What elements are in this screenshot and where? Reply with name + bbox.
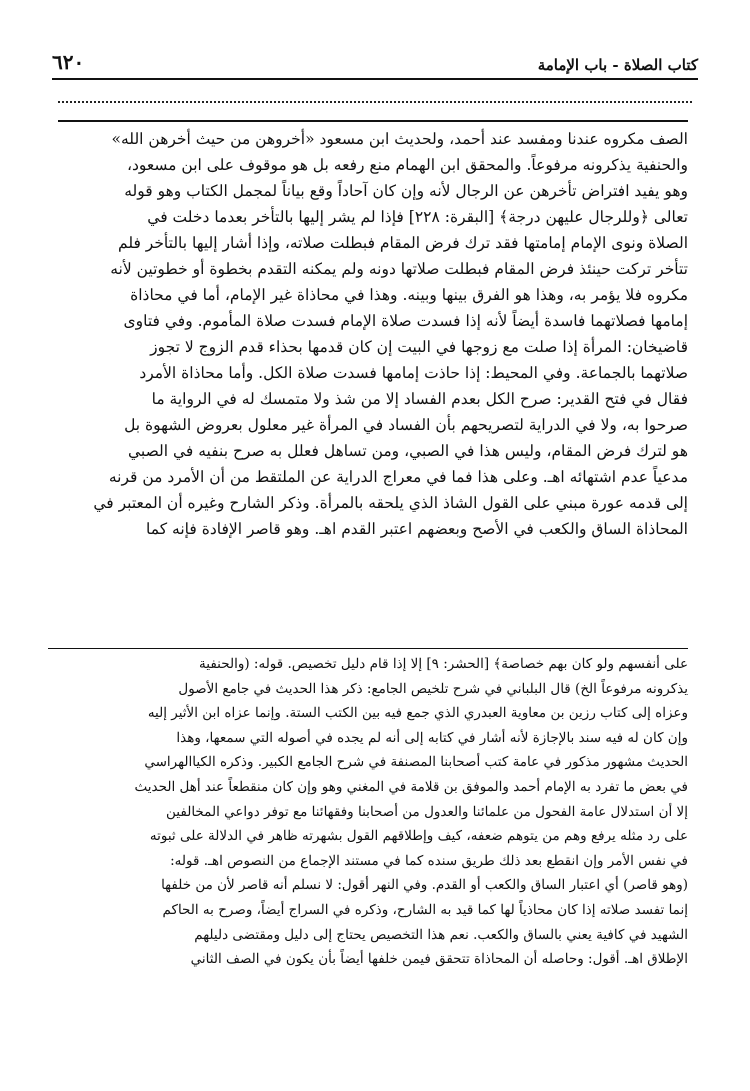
main-text-line: الصلاة ونوى الإمام إمامتها فقد ترك فرض المقام فبطلت صلاته، وإذا أشار إليها بالتأخر فلم <box>118 234 688 252</box>
footnote-line: إلا أن استدلال عامة الفحول من علمائنا والعدول من أصحابنا وفقهائنا مع توفر دواعي المخالفين <box>166 803 688 820</box>
main-text-line: هو لترك فرض المقام، وليس هذا في الصبي، ومن تساهل فعلل به صرح بنفيه في الصبي <box>127 442 688 460</box>
footnote-line: وإن كان له فيه سند بالإجازة لأنه أشار في كتابه إلى أنه لم يجده في أصوله التي سمعها، وهذا <box>176 729 688 746</box>
dotted-separator <box>58 101 692 103</box>
main-text-line: فقال في فتح القدير: صرح الكل بعدم الفساد إلا من شذ ولا متمسك له في الرواية ما <box>151 390 688 408</box>
chapter-title: كتاب الصلاة - باب الإمامة <box>537 56 698 74</box>
main-text-line: المحاذاة الساق والكعب في الأصح وبعضهم اعتبر القدم اهـ. وهو قاصر الإفادة فإنه كما <box>146 520 688 538</box>
footnote-line: إنما تفسد صلاته إذا كان محاذياً لها كما قيد به الشارح، وذكره في السراج أيضاً، وصرح به الحاكم <box>162 901 688 918</box>
running-head <box>52 44 698 80</box>
footnote-line: الحديث مشهور مذكور في عامة كتب أصحابنا المصنفة في شرح الجامع الكبير. وذكره الكياالهراسي <box>144 754 688 771</box>
main-text-line: والحنفية يذكرونه مرفوعاً. والمحقق ابن الهمام منع رفعه بل هو موقوف على ابن مسعود، <box>126 156 688 174</box>
footnote-line: وعزاه إلى كتاب رزين بن معاوية العبدري الذي جمع فيه بين الكتب الستة. وإنما عزاه ابن الأثير إليه <box>147 705 688 722</box>
page-number: ٦٢٠ <box>52 50 85 74</box>
footnote-line: على أنفسهم ولو كان بهم خصاصة﴾ [الحشر: ٩] إلا إذا قام دليل تخصيص. قوله: (والحنفية <box>199 656 688 672</box>
footnote-line: الإطلاق اهـ. أقول: وحاصله أن المحاذاة تتحقق فيمن خلفها أيضاً بأن يكون في الصف الثاني <box>190 951 688 968</box>
text-top-rule <box>58 120 688 122</box>
main-text-line: تتأخر تركت حينئذ فرض المقام فبطلت صلاتها دونه ولم يمكنه التقدم بخطوة أو خطوتين لأنه <box>110 260 688 278</box>
main-text-line: قاضيخان: المرأة إذا صلت مع زوجها في البيت إن كان قدمها بحذاء قدم الزوج لا تجوز <box>150 338 688 356</box>
footnote-line: يذكرونه مرفوعاً الخ) قال البلباني في شرح تلخيص الجامع: ذكر هذا الحديث في جامع الأصول <box>178 680 688 697</box>
main-text-line: تعالى ﴿وللرجال عليهن درجة﴾ [البقرة: ٢٢٨] فإذا لم يشر إليها بالتأخر بعدما دخلت في <box>147 208 688 226</box>
main-text-line: مدعياً عدم اشتهائه اهـ. وعلى هذا فما في معراج الدراية عن الملتقط من أن الأمرد من قرنه <box>108 468 688 486</box>
footnote-line: على رد مثله يرفع وهم من يتوهم ضعفه، كيف وإطلاقهم القول بشهرته ظاهر في الدلالة على ثبوته <box>149 828 688 845</box>
main-text-line: صلاتهما بالجماعة. وفي المحيط: إذا حاذت إمامها فسدت صلاة الكل. وأما محاذاة الأمرد <box>139 364 688 382</box>
footnotes-block <box>58 652 688 972</box>
main-text-line: مكروه فلا يؤمر به، وهذا هو الفرق بينها وبينه. وهذا في محاذاة غير الإمام، أما في محاذاة <box>130 286 688 304</box>
main-text-line: إمامها فصلاتهما فاسدة أيضاً لأنه إذا فسدت صلاة الإمام فسدت صلاة المأموم. وفي فتاوى <box>123 312 688 330</box>
footnote-line: في نفس الأمر وإن انقطع بعد ذلك طريق سنده كما في مستند الإجماع من النصوص اهـ. قوله: <box>170 852 688 869</box>
footnote-line: الشهيد في كافية يعني بالساق والكعب. نعم هذا التخصيص يحتاج إلى دليل ومقتضى دليلهم <box>194 926 688 943</box>
footnote-separator <box>48 648 688 649</box>
footnote-line: في بعض ما تفرد به الإمام أحمد والموفق بن قلامة في المغني وهو وإن كان منقطعاً عند أهل الحديث <box>134 778 688 795</box>
footnote-line: (وهو قاصر) أي اعتبار الساق والكعب أو القدم. وفي النهر أقول: لا نسلم أنه قاصر لأن من خلفها <box>161 877 688 894</box>
main-text-line: الصف مكروه عندنا ومفسد عند أحمد، ولحديث ابن مسعود «أخروهن من حيث أخرهن الله» <box>111 130 688 148</box>
main-text-line: وهو يفيد افتراض تأخرهن عن الرجال لأنه وإن كان آحاداً وقع بياناً لمجمل الكتاب وهو قوله <box>124 182 688 200</box>
main-text-line: صرحوا به، ولا في الدراية لتصريحهم بأن الفساد في المرأة غير معلول بعروض الشهوة بل <box>124 416 688 434</box>
main-text-block <box>58 126 688 542</box>
main-text-line: إلى قدمه عورة مبني على القول الشاذ الذي يلحقه بالمرأة. وذكر الشارح وغيره أن المعتبر في <box>93 494 688 512</box>
